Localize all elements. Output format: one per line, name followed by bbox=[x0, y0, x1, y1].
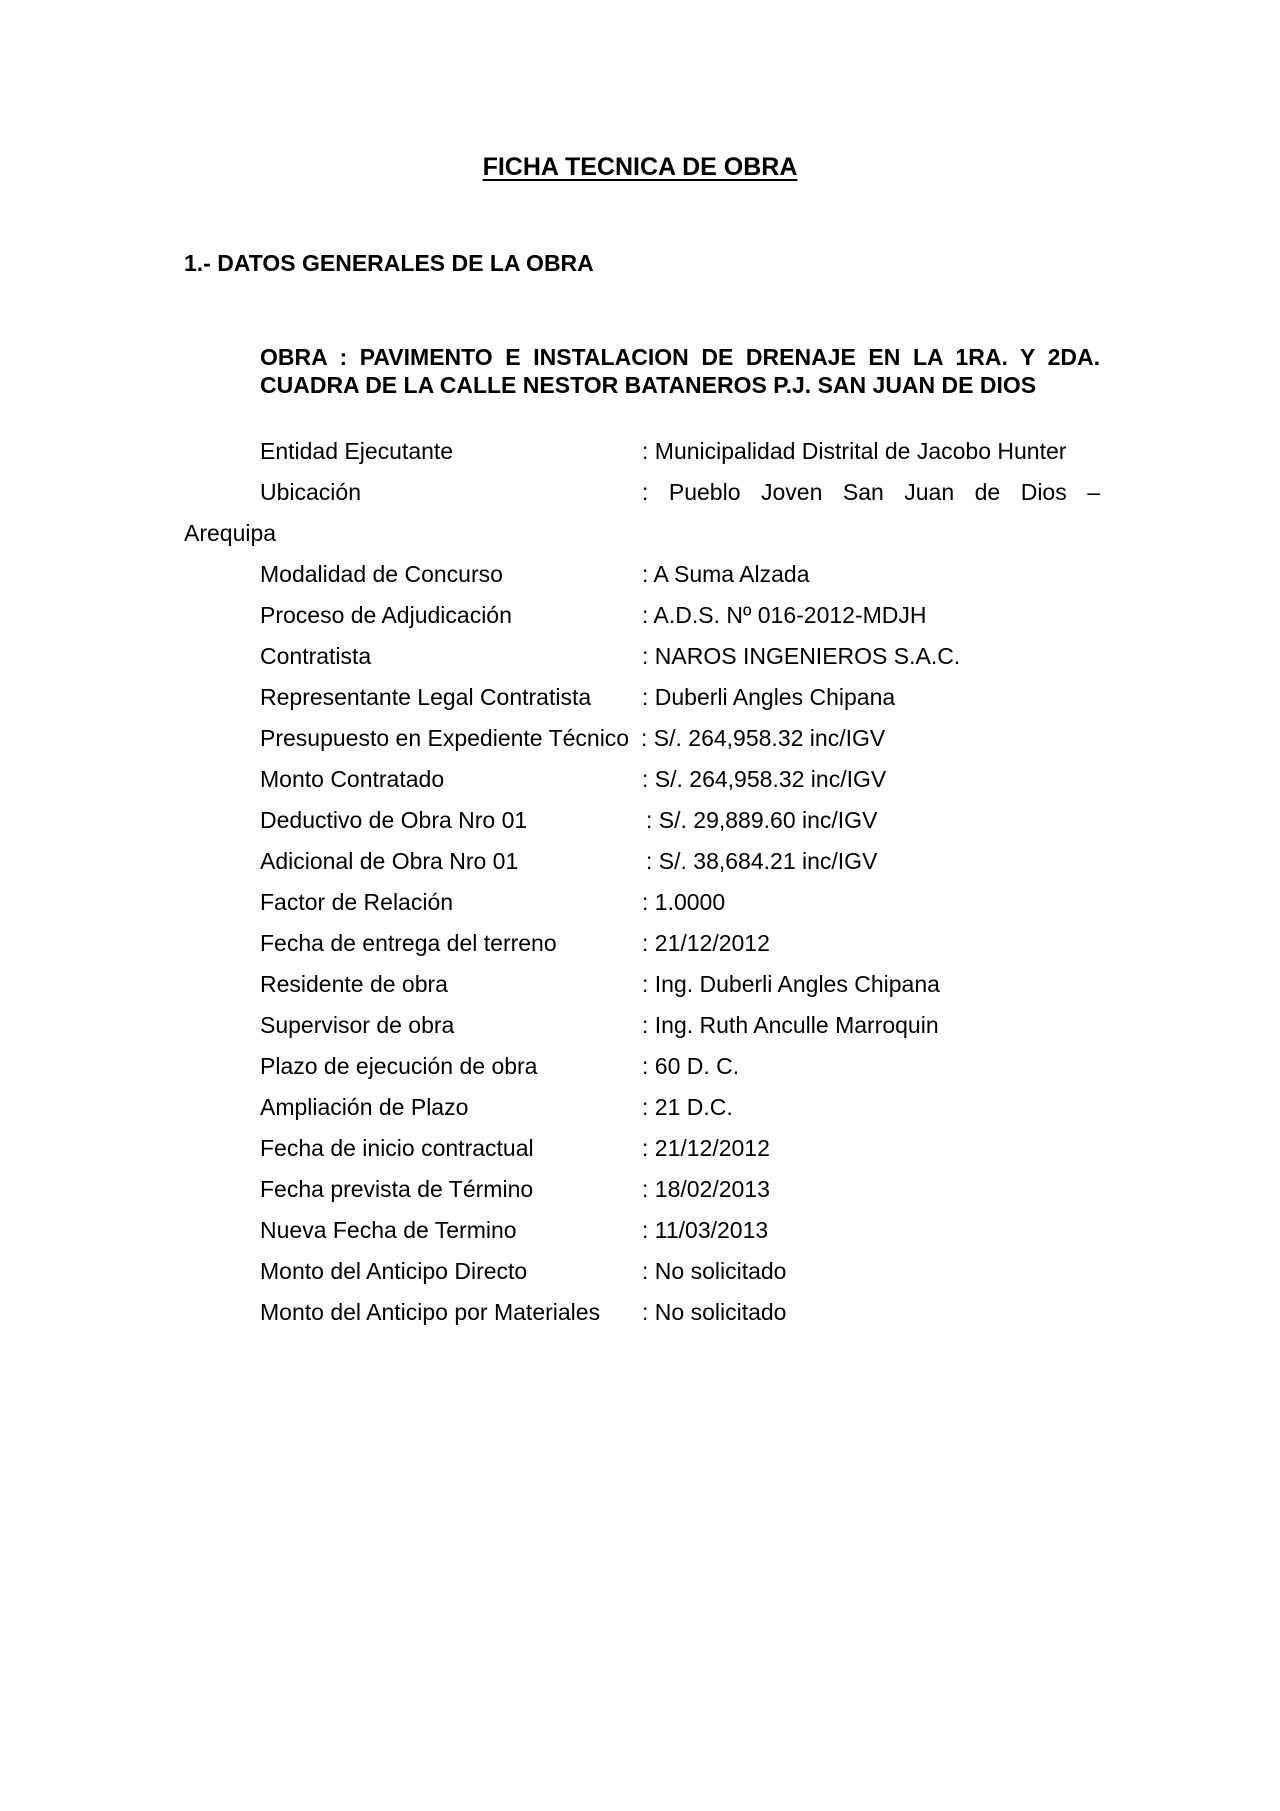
field-value: : 11/03/2013 bbox=[642, 1217, 769, 1243]
field-label: Proceso de Adjudicación bbox=[260, 602, 512, 628]
field-value: : A Suma Alzada bbox=[642, 561, 810, 587]
field-label: Nueva Fecha de Termino bbox=[260, 1217, 517, 1243]
field-label: Plazo de ejecución de obra bbox=[260, 1053, 538, 1079]
field-value: : NAROS INGENIEROS S.A.C. bbox=[642, 643, 961, 669]
field-value: : 21 D.C. bbox=[642, 1094, 733, 1120]
field-row-anticipo-directo bbox=[260, 1251, 1100, 1292]
field-row-fecha-inicio-contractual bbox=[260, 1128, 1100, 1169]
field-row-nueva-fecha-termino bbox=[260, 1210, 1100, 1251]
field-row-representante-legal-contratista bbox=[260, 677, 1100, 718]
field-row-ubicacion bbox=[260, 472, 1100, 513]
field-row-adicional-de-obra bbox=[260, 841, 1100, 882]
field-value: : 1.0000 bbox=[642, 889, 726, 915]
field-row-monto-contratado bbox=[260, 759, 1100, 800]
field-value: : S/. 38,684.21 inc/IGV bbox=[646, 848, 878, 874]
field-row-plazo-de-ejecucion bbox=[260, 1046, 1100, 1087]
field-value: : Municipalidad Distrital de Jacobo Hunter bbox=[642, 438, 1067, 464]
field-row-presupuesto-expediente-tecnico bbox=[260, 718, 1100, 759]
field-label: Supervisor de obra bbox=[260, 1012, 455, 1038]
field-row-entidad-ejecutante bbox=[260, 431, 1100, 472]
field-row-factor-de-relacion bbox=[260, 882, 1100, 923]
field-row-modalidad-de-concurso bbox=[260, 554, 1100, 595]
field-label: Monto del Anticipo por Materiales bbox=[260, 1299, 601, 1325]
field-value: : 60 D. C. bbox=[642, 1053, 740, 1079]
field-label: Contratista bbox=[260, 643, 372, 669]
field-row-deductivo-de-obra bbox=[260, 800, 1100, 841]
section-heading-datos-generales: 1.- DATOS GENERALES DE LA OBRA bbox=[184, 250, 594, 276]
field-row-ampliacion-de-plazo bbox=[260, 1087, 1100, 1128]
document-title: FICHA TECNICA DE OBRA bbox=[482, 153, 798, 181]
field-value: : 21/12/2012 bbox=[642, 930, 770, 956]
field-label: Deductivo de Obra Nro 01 bbox=[260, 807, 528, 833]
field-value: : 21/12/2012 bbox=[642, 1135, 770, 1161]
field-value-continuation: Arequipa bbox=[184, 520, 277, 546]
field-label: Adicional de Obra Nro 01 bbox=[260, 848, 519, 874]
field-label: Ubicación bbox=[260, 479, 361, 505]
field-label: Presupuesto en Expediente Técnico bbox=[260, 725, 630, 751]
field-value: : S/. 29,889.60 inc/IGV bbox=[646, 807, 878, 833]
field-value: : Ing. Ruth Anculle Marroquin bbox=[642, 1012, 939, 1038]
field-row-proceso-de-adjudicacion bbox=[260, 595, 1100, 636]
field-label: Monto del Anticipo Directo bbox=[260, 1258, 528, 1284]
field-row-fecha-prevista-termino bbox=[260, 1169, 1100, 1210]
field-label: Fecha de inicio contractual bbox=[260, 1135, 534, 1161]
field-row-contratista bbox=[260, 636, 1100, 677]
field-row-anticipo-materiales bbox=[260, 1292, 1100, 1333]
field-label: Ampliación de Plazo bbox=[260, 1094, 469, 1120]
field-label: Fecha de entrega del terreno bbox=[260, 930, 557, 956]
field-label: Monto Contratado bbox=[260, 766, 445, 792]
field-value: : No solicitado bbox=[642, 1299, 787, 1325]
obra-description bbox=[260, 343, 1100, 399]
field-value: : A.D.S. Nº 016-2012-MDJH bbox=[642, 602, 927, 628]
obra-line-2: CUADRA DE LA CALLE NESTOR BATANEROS P.J. SAN JUAN DE DIOS bbox=[260, 372, 1037, 398]
field-label: Factor de Relación bbox=[260, 889, 454, 915]
field-row-supervisor-de-obra bbox=[260, 1005, 1100, 1046]
field-row-fecha-entrega-terreno bbox=[260, 923, 1100, 964]
field-value: : S/. 264,958.32 inc/IGV bbox=[641, 725, 886, 751]
field-value: : S/. 264,958.32 inc/IGV bbox=[642, 766, 887, 792]
field-value: : No solicitado bbox=[642, 1258, 787, 1284]
field-label: Fecha prevista de Término bbox=[260, 1176, 534, 1202]
field-label: Representante Legal Contratista bbox=[260, 684, 592, 710]
obra-line-1: OBRA : PAVIMENTO E INSTALACION DE DRENAJE EN LA 1RA. Y 2DA. bbox=[260, 344, 1100, 370]
field-value: : 18/02/2013 bbox=[642, 1176, 770, 1202]
field-value: : Pueblo Joven San Juan de Dios – bbox=[642, 479, 1100, 505]
field-row-residente-de-obra bbox=[260, 964, 1100, 1005]
field-label: Modalidad de Concurso bbox=[260, 561, 503, 587]
field-value: : Ing. Duberli Angles Chipana bbox=[642, 971, 940, 997]
field-label: Residente de obra bbox=[260, 971, 448, 997]
field-value: : Duberli Angles Chipana bbox=[642, 684, 896, 710]
field-label: Entidad Ejecutante bbox=[260, 438, 454, 464]
